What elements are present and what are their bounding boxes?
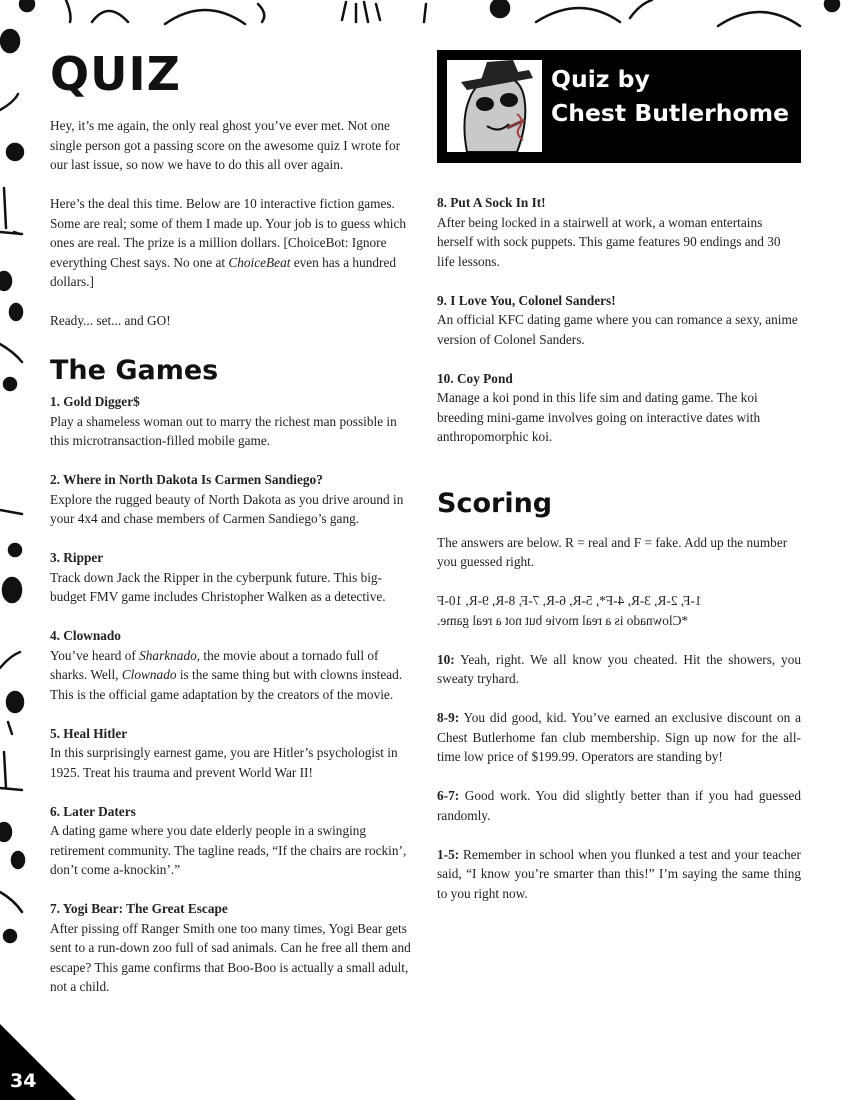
right-column xyxy=(437,193,801,903)
game-title: 6. Later Daters xyxy=(50,803,136,819)
result-6-7 xyxy=(437,786,801,825)
result-text: Yeah, right. We all know you cheated. Hit the showers, you sweaty tryhard. xyxy=(437,651,801,686)
result-8-9 xyxy=(437,708,801,767)
movie-title: Sharknado xyxy=(139,647,197,663)
result-10 xyxy=(437,650,801,689)
scoring-intro: The answers are below. R = real and F = fake. Add up the number you guessed right. xyxy=(437,534,788,569)
list-item xyxy=(50,899,414,997)
scoring-heading: Scoring xyxy=(437,487,553,519)
game-description: In this surprisingly earnest game, you are Hitler’s psychologist in 1925. Treat his trauma and prevent World War II! xyxy=(50,745,398,780)
score-range: 8-9: xyxy=(437,710,460,725)
intro-paragraph-1: Hey, it’s me again, the only real ghost you’ve ever met. Not one single person got a passing score on the awesome quiz I wrote for our last issue, so now we have to do this all over again. xyxy=(50,118,401,172)
top-border-decoration xyxy=(0,0,850,28)
score-range: 10: xyxy=(437,651,455,667)
page-number: 34 xyxy=(10,1070,37,1092)
list-item xyxy=(437,291,801,350)
game-title: 4. Clownado xyxy=(50,628,121,643)
game-title: 1. Gold Digger$ xyxy=(50,394,140,409)
left-column xyxy=(50,46,414,997)
game-description: An official KFC dating game where you can romance a sexy, anime version of Colonel Sanders. xyxy=(437,312,798,347)
list-item xyxy=(50,470,414,529)
intro-paragraph-3: Ready... set... and GO! xyxy=(50,313,171,328)
answer-key-mirrored-line-1: 1-F, 2-R, 3-R, 4-F*, 5-R, 6-R, 7-F, 8-R, 9-R, 10-F xyxy=(437,593,702,608)
list-item xyxy=(437,369,801,447)
result-text: Good work. You did slightly better than if you had guessed randomly. xyxy=(437,788,801,823)
game-description xyxy=(50,646,414,705)
game-title: 9. I Love You, Colonel Sanders! xyxy=(437,292,616,308)
list-item xyxy=(50,626,414,704)
game-title: 5. Heal Hitler xyxy=(50,725,128,741)
game-name: Clownado xyxy=(121,667,177,682)
game-description: A dating game where you date elderly people in a swinging retirement community. The tagline reads, “If the chairs are rockin’, don’t come a-knockin’.” xyxy=(50,823,407,877)
game-description: After being locked in a stairwell at work, a woman entertains herself with sock puppets. This game features 90 endings and 30 life lessons. xyxy=(437,214,781,269)
byline-author-name: Chest Butlerhome xyxy=(551,99,790,127)
byline-line-1: Quiz by xyxy=(551,65,650,93)
score-range: 1-5: xyxy=(437,846,460,862)
game-title: 10. Coy Pond xyxy=(437,370,513,386)
list-item xyxy=(50,724,414,783)
answer-key-mirrored-line-2: *Clownado is a real movie but not a real game. xyxy=(437,612,689,628)
games-heading: The Games xyxy=(50,355,219,386)
page-title: QUIZ xyxy=(50,47,181,101)
game-description: Manage a koi pond in this life sim and dating game. The koi breeding mini-game involves going on interactive dates with anthropomorphic koi. xyxy=(437,390,761,444)
intro-text-a: Here’s the deal this time. Below are 10 interactive fiction games. Some are real; some of them I made up. Your job is to guess which ones are real. The prize is a million dollars. [ChoiceBot: Ignore everything Chest says. No one at xyxy=(50,196,407,270)
ghost-author-illustration xyxy=(447,60,542,152)
game-description: After pissing off Ranger Smith one too many times, Yogi Bear gets sent to a run-down zoo full of sad animals. Can he free all them and escape? This game confirms that Boo-Boo is actually a small adult, not a child. xyxy=(50,920,411,994)
list-item xyxy=(437,193,801,271)
game-description: Track down Jack the Ripper in the cyberpunk future. This big-budget FMV game includes Christopher Walken as a detective. xyxy=(50,569,386,604)
magazine-name: ChoiceBeat xyxy=(228,254,291,270)
byline-text xyxy=(551,62,789,130)
score-range: 6-7: xyxy=(437,788,460,803)
byline-box xyxy=(437,50,801,163)
desc-text: , the movie about a tornado full of sharks. Well, xyxy=(50,647,379,682)
game-description: Explore the rugged beauty of North Dakota as you drive around in your 4x4 and chase members of Carmen Sandiego’s gang. xyxy=(50,491,404,526)
result-text: You did good, kid. You’ve earned an exclusive discount on a Chest Butlerhome fan club membership. Sign up now for the all-time low price of $199.99. Operators are standing by! xyxy=(437,710,801,764)
game-title: 8. Put A Sock In It! xyxy=(437,195,546,210)
intro-paragraph-2 xyxy=(50,194,414,292)
desc-text: is the same thing but with clowns instead. This is the official game adaptation by the creators of the movie. xyxy=(50,667,403,702)
list-item xyxy=(50,392,414,451)
list-item xyxy=(50,548,414,607)
intro-text-b: even has a hundred dollars.] xyxy=(50,254,397,289)
game-description: Play a shameless woman out to marry the richest man possible in this microtransaction-filled mobile game. xyxy=(50,413,397,448)
list-item xyxy=(50,802,414,880)
result-1-5 xyxy=(437,845,801,904)
left-border-decoration xyxy=(0,28,34,988)
desc-text: You’ve heard of xyxy=(50,647,140,663)
game-title: 7. Yogi Bear: The Great Escape xyxy=(50,901,228,916)
game-title: 3. Ripper xyxy=(50,550,104,565)
answer-key xyxy=(437,591,801,630)
result-text: Remember in school when you flunked a test and your teacher said, “I know you’re smarter than this!” I’m saying the same thing to you right now. xyxy=(437,846,801,901)
game-title: 2. Where in North Dakota Is Carmen Sandiego? xyxy=(50,472,323,487)
